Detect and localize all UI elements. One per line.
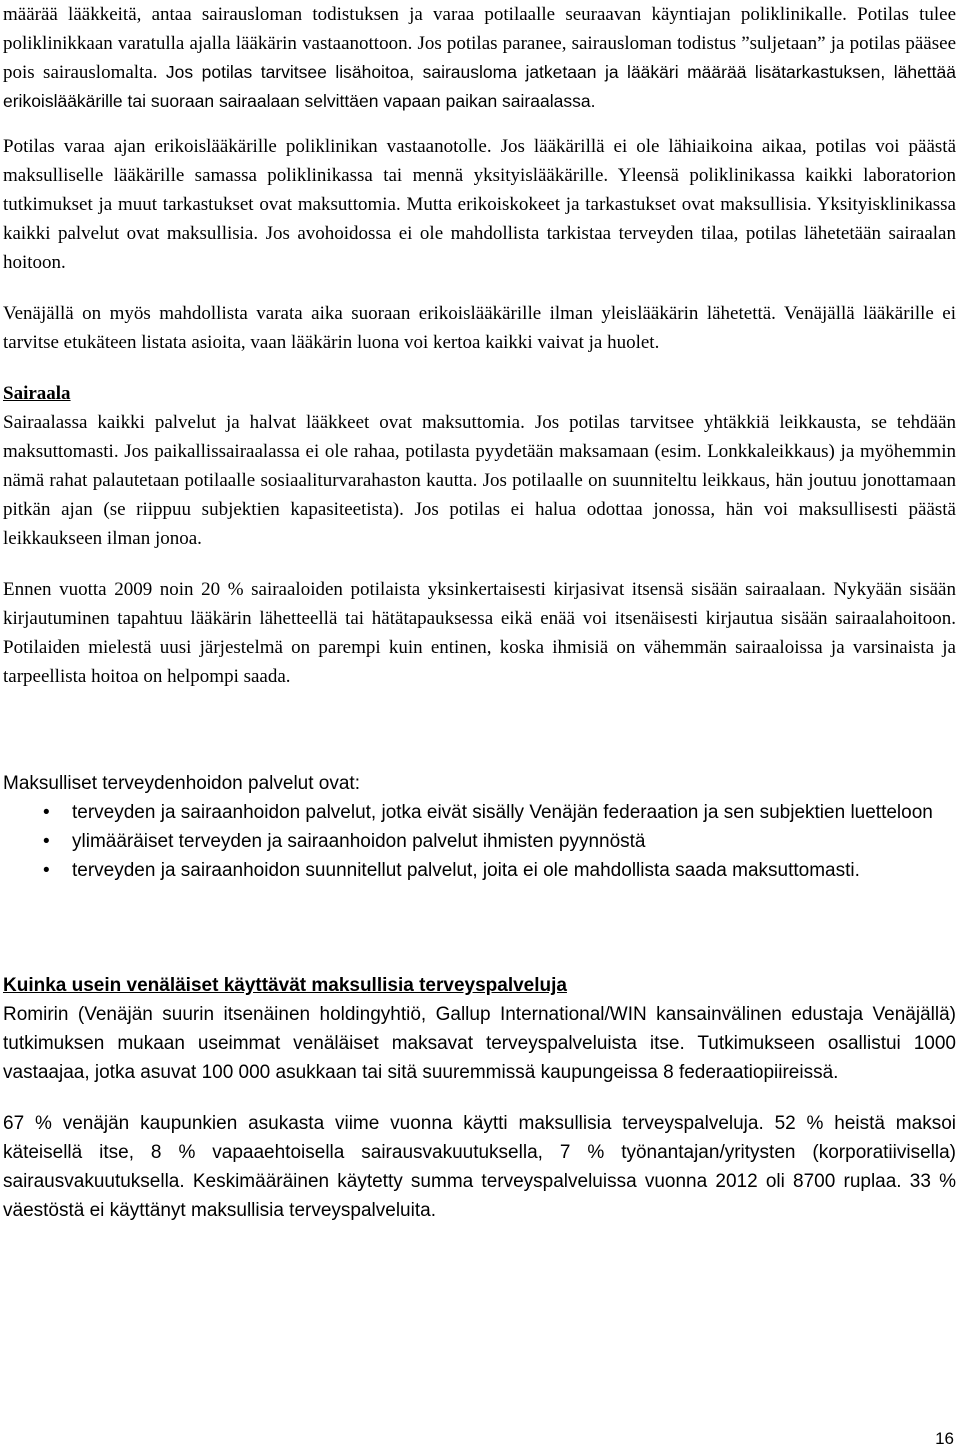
list-item-text: ylimääräiset terveyden ja sairaanhoidon palvelut ihmisten pyynnöstä: [72, 831, 646, 852]
list-item-text: terveyden ja sairaanhoidon suunnitellut palvelut, joita ei ole mahdollista saada maksuttomasti.: [72, 860, 860, 881]
paragraph-2: [3, 132, 956, 277]
page-number: 16: [935, 1429, 954, 1448]
list-item: [3, 827, 956, 856]
sairaala-paragraph-2: Ennen vuotta 2009 noin 20 % sairaaloiden potilaista yksinkertaisesti kirjasivat itsensä sisään sairaalaan. Nykyään sisään kirjautuminen tapahtuu lääkärin lähetteellä tai hätätapauksessa eikä enää voi itsenäisesti kirjautua sisään sairaalahoitoon. Potilaiden mielestä uusi järjestelmä on parempi kuin entinen, koska ihmisiä on vähemmän sairaaloissa ja varsinaista ja tarpeellista hoitoa on helpompi saada.: [3, 579, 956, 687]
paragraph-2-rest: Jos lääkärillä ei ole lähiaikoina aikaa, potilas voi päästä maksulliselle lääkärille samassa poliklinikassa tai mennä yksityislääkärille. Yleensä poliklinikassa kaikki laboratorion tutkimukset ja muut tarkastukset ovat maksuttomia. Mutta erikoiskokeet ja tarkastukset ovat maksullisia. Yksityisklinikassa kaikki palvelut ovat maksullisia. Jos avohoidossa ei ole mahdollista tarkistaa terveyden tilaa, potilas lähetetään sairaalan hoitoon.: [3, 136, 957, 273]
paragraph-1: [3, 0, 956, 116]
kuinka-paragraph-2: 67 % venäjän kaupunkien asukasta viime vuonna käytti maksullisia terveyspalveluja. 52 % heistä maksoi käteisellä itse, 8 % vapaaehtoisella sairausvakuutuksella, 7 % työnantajan/yritysten (korporatiivisella) sairausvakuutuksella. Keskimääräinen käytetty summa terveyspalveluissa vuonna 2012 oli 8700 ruplaa. 33 % väestöstä ei käyttänyt maksullisia terveyspalveluita.: [3, 1113, 956, 1221]
maksulliset-intro-text: Maksulliset terveydenhoidon palvelut ovat:: [3, 773, 360, 794]
bullet-icon: •: [43, 831, 50, 852]
bullet-icon: •: [43, 802, 50, 823]
paragraph-1-serif: määrää lääkkeitä, antaa sairausloman todistuksen ja varaa potilaalle seuraavan käyntiajan poliklinikalle. Potilas tulee poliklinikkaan varatulla ajalla lääkärin vastaanottoon. Jos potilas paranee, sairausloman todistus ”suljetaan” ja potilas pääsee pois sairauslomalta.: [3, 4, 956, 83]
maksulliset-list: [3, 798, 956, 885]
sairaala-paragraph-1: Sairaalassa kaikki palvelut ja halvat lääkkeet ovat maksuttomia. Jos potilas tarvitsee yhtäkkiä leikkausta, se tehdään maksuttomasti. Jos paikallissairaalassa ei ole rahaa, potilasta pyydetään maksamaan (esim. Lonkkaleikkaus) ja myöhemmin nämä rahat palautetaan potilaalle sosiaaliturvarahaston kautta. Jos potilaalle on suunniteltu leikkaus, hän joutuu jonottamaan pitkän ajan (se riippuu subjektien kapasiteetista). Jos potilas ei halua odottaa jonossa, hän voi maksullisesti päästä leikkaukseen ilman jonoa.: [3, 412, 956, 549]
paragraph-3: Venäjällä on myös mahdollista varata aika suoraan erikoislääkärille ilman yleislääkärin lähetettä. Venäjällä lääkärille ei tarvitse etukäteen listata asioita, vaan lääkärin luona voi kertoa kaikki vaivat ja huolet.: [3, 303, 956, 353]
list-item: [3, 856, 956, 885]
paragraph-2-first: Potilas varaa ajan erikoislääkärille poliklinikan vastaanotolle.: [3, 136, 492, 157]
maksulliset-intro: [3, 769, 956, 798]
paragraph-1-sans: Jos potilas tarvitsee lisähoitoa, sairausloma jatketaan ja lääkäri määrää lisätarkastuksen, lähettää erikoislääkärille tai suoraan sairaalaan selvittäen vapaan paikan sairaalassa.: [3, 62, 956, 111]
bullet-icon: •: [43, 860, 50, 881]
list-item-text: terveyden ja sairaanhoidon palvelut, jotka eivät sisälly Venäjän federaation ja sen subjektien luetteloon: [72, 802, 933, 823]
section-heading-sairaala: Sairaala: [3, 383, 71, 404]
list-item: [3, 798, 956, 827]
section-heading-kuinka: Kuinka usein venäläiset käyttävät maksullisia terveyspalveluja: [3, 975, 567, 996]
kuinka-paragraph-1: Romirin (Venäjän suurin itsenäinen holdingyhtiö, Gallup International/WIN kansainvälinen edustaja Venäjällä) tutkimuksen mukaan useimmat venäläiset maksavat terveyspalveluista itse. Tutkimukseen osallistui 1000 vastaajaa, jotka asuvat 100 000 asukkaan tai sitä suuremmissä kaupungeissa 8 federaatiopiireissä.: [3, 1004, 956, 1083]
